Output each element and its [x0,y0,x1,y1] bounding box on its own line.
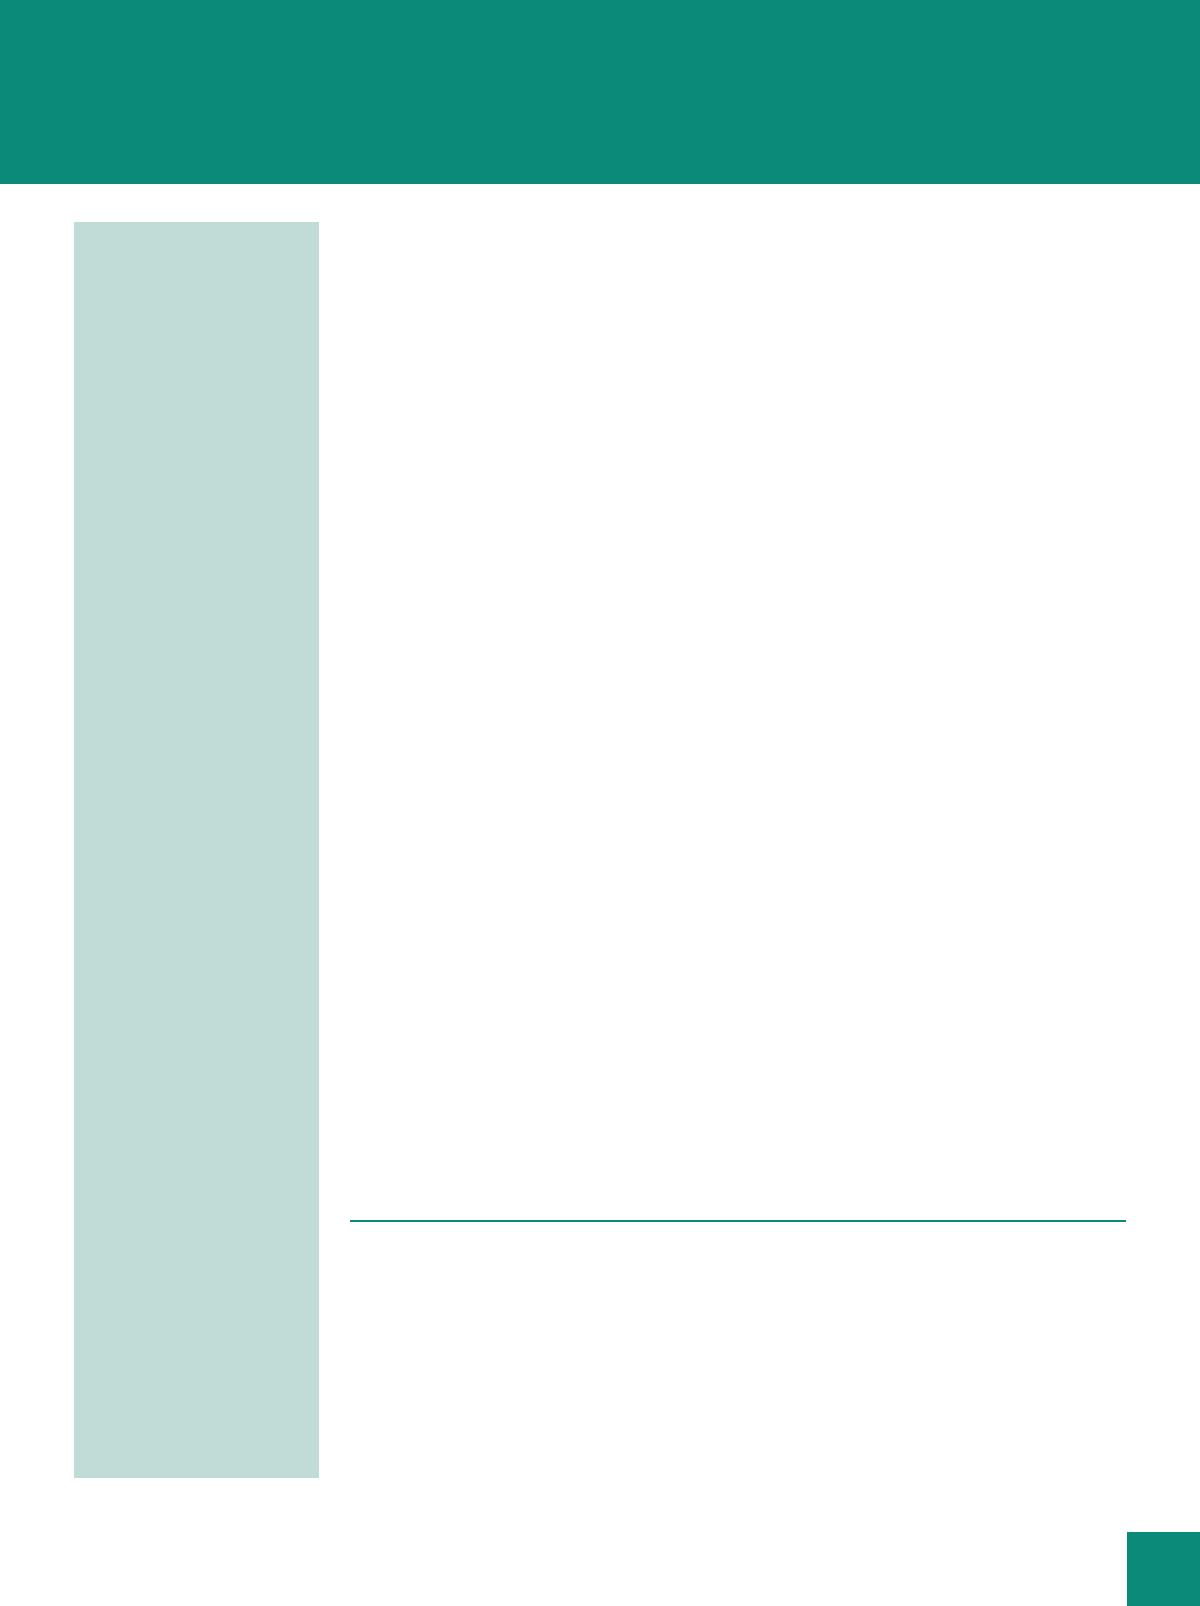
page-footer [530,1532,1110,1560]
page-number-box [1127,1532,1200,1606]
section-divider [350,1220,1126,1222]
staff-sidebar [74,222,319,1478]
title-banner [0,0,1200,184]
